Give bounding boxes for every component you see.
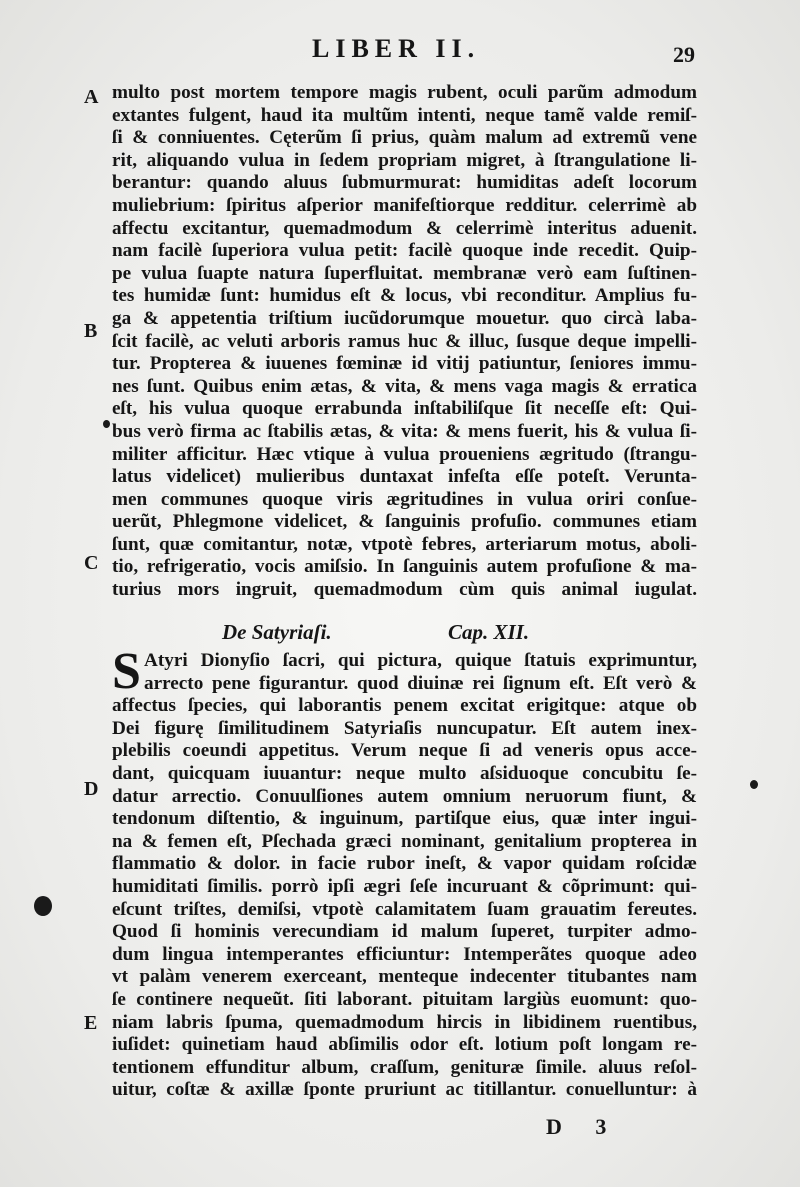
- text-line: ſi & conniuentes. Cęterũm ſi prius, quàm malum ad extremũ vene: [112, 127, 697, 149]
- text-line: tendonum diſtentio, & inguinum, partiſque eius, quæ inter ingui-: [112, 808, 697, 830]
- text-line: uerũt, Phlegmone videlicet, & ſanguinis profuſio. communes etiam: [112, 511, 697, 533]
- text-line: affectus ſpecies, qui laborantis penem excitat erigitque: atque ob: [112, 695, 697, 717]
- text-line: extantes fulgent, haud ita multũm intenti, neque tamẽ valde remiſ-: [112, 104, 697, 126]
- text-line: eſcunt triſtes, demiſsi, vtpotè calamitatem ſuam grauatim fereutes.: [112, 898, 697, 920]
- text-line: bus verò firma ac ſtabilis ætas, & vita: & mens fuerit, his & vulua ſi-: [112, 420, 697, 442]
- margin-letter-e: E: [84, 1012, 98, 1034]
- text-line: humiditati ſimilis. porrò ipſi ægri ſeſe incuruant & cõprimunt: qui-: [112, 875, 697, 897]
- text-line: rit, aliquando vulua in ſedem propriam migret, à ſtrangulatione li-: [112, 149, 697, 171]
- text-line: Atyri Dionyſio ſacri, qui pictura, quique ſtatuis exprimuntur,: [144, 650, 697, 671]
- text-line: nam facilè ſuperiora vulua petit: facilè quoque inde recedit. Quip-: [112, 240, 697, 262]
- text-line: muliebrium: ſpiritus aſperior manifeſtiorque redditur. celerrimè ab: [112, 194, 697, 216]
- text-line: ſunt, quæ comitantur, notæ, vtpotè febres, arteriarum motus, aboli-: [112, 533, 697, 555]
- text-line: dant, quicquam iuuantur: neque multo aſsiduoque concubitu ſe-: [112, 762, 697, 784]
- text-line: uitur, coſtæ & axillæ ſponte pruriunt ac titillantur. conuelluntur: à: [112, 1079, 697, 1101]
- text-line: militer afficitur. Hæc vtique à vulua proueniens ægritudo (ſtrangu-: [112, 443, 697, 465]
- text-line: arrecto pene figurantur. quod diuinæ rei ſignum eſt. Eſt verò &: [144, 672, 697, 694]
- page-header: [0, 34, 800, 70]
- text-line: pe vulua ſuapte natura ſuperfluitat. membranæ verò eam ſuſtinen-: [112, 262, 697, 284]
- chapter-number: Cap. XII.: [448, 620, 530, 644]
- text-line: turius mors ingruit, quemadmodum cùm quis animal iugulat.: [112, 579, 697, 601]
- text-line: Dei figurę ſimilitudinem Satyriaſis nuncupatur. Eſt autem inex-: [112, 717, 697, 739]
- running-title: LIBER II.: [312, 34, 481, 63]
- margin-letter-a: A: [84, 86, 99, 108]
- chapter-title: De Satyriaſi.: [222, 620, 332, 644]
- signature-letter: D: [546, 1114, 562, 1139]
- text-line: Quod ſi hominis verecundiam id malum ſuperet, turpiter admo-: [112, 921, 697, 943]
- text-line: tes humidæ ſunt: humidus eſt & locus, vbi reconditur. Amplius fu-: [112, 285, 697, 307]
- margin-letter-b: B: [84, 320, 98, 342]
- margin-letter-d: D: [84, 778, 99, 800]
- signature-mark: [546, 1114, 634, 1140]
- text-line: affectu excitantur, quemadmodum & celerrimè interitus aduenit.: [112, 217, 697, 239]
- text-line: nes ſunt. Quibus enim ætas, & vita, & mens vaga magis & erratica: [112, 375, 697, 397]
- text-line: ga & appetentia triſtium iucũdorumque mouetur. quo circà laba-: [112, 307, 697, 329]
- text-line: multo post mortem tempore magis rubent, oculi parũm admodum: [112, 82, 697, 103]
- text-line: latus videlicet) mulieribus duntaxat infeſta eſſe poteſt. Verunta-: [112, 466, 697, 488]
- text-line: tio, refrigeratio, vocis amiſsio. In ſanguinis autem profuſione & ma-: [112, 556, 697, 578]
- text-line: flammatio & dolor. in facie rubor ineſt, & vapor quidam roſcidæ: [112, 853, 697, 875]
- ink-blot: [750, 780, 758, 789]
- drop-capital: S: [112, 643, 141, 700]
- text-line: datur arrectio. Conuulſiones autem omnium neruorum fiunt, &: [112, 785, 697, 807]
- text-line: ſe continere nequeũt. ſiti laborant. pituitam largiùs euomunt: quo-: [112, 988, 697, 1010]
- text-line: iuſidet: quinetiam haud abſimilis odor eſt. lotium poſt longam re-: [112, 1034, 697, 1056]
- paragraph-hysteria: [112, 82, 697, 602]
- margin-letter-c: C: [84, 552, 99, 574]
- text-line: men communes quoque viris ægritudines in vulua oriri conſue-: [112, 488, 697, 510]
- text-line: dum lingua intemperantes efficiuntur: Intemperãtes quoque adeo: [112, 943, 697, 965]
- text-line: tur. Propterea & iuuenes fœminæ id vitij patiuntur, ſeniores immu-: [112, 353, 697, 375]
- page-number: 29: [673, 42, 695, 67]
- text-line: eſt, his vulua quoque errabunda inſtabiliſque ſit neceſſe eſt: Qui-: [112, 398, 697, 420]
- text-line: tentionem effunditur album, craſſum, genituræ ſimile. aluus reſol-: [112, 1056, 697, 1078]
- text-line: ſcit facilè, ac veluti arboris ramus huc & illuc, ſusque deque impelli-: [112, 330, 697, 352]
- text-line: na & femen eſt, Pſechada græci nominant, genitalium propterea in: [112, 830, 697, 852]
- text-line: vt palàm venerem exerceant, menteque indecenter titubantes nam: [112, 966, 697, 988]
- paragraph-satyriasis: [112, 643, 697, 1102]
- text-line: berantur: quando aluus ſubmurmurat: humiditas adeſt locorum: [112, 172, 697, 194]
- ink-blot: [34, 896, 52, 916]
- ink-blot: [103, 420, 110, 428]
- signature-number: 3: [595, 1114, 607, 1139]
- text-line: plebilis coeundi appetitus. Verum neque ſi ad veneris opus acce-: [112, 740, 697, 762]
- text-line: niam labris ſpuma, quemadmodum hircis in libidinem ruentibus,: [112, 1011, 697, 1033]
